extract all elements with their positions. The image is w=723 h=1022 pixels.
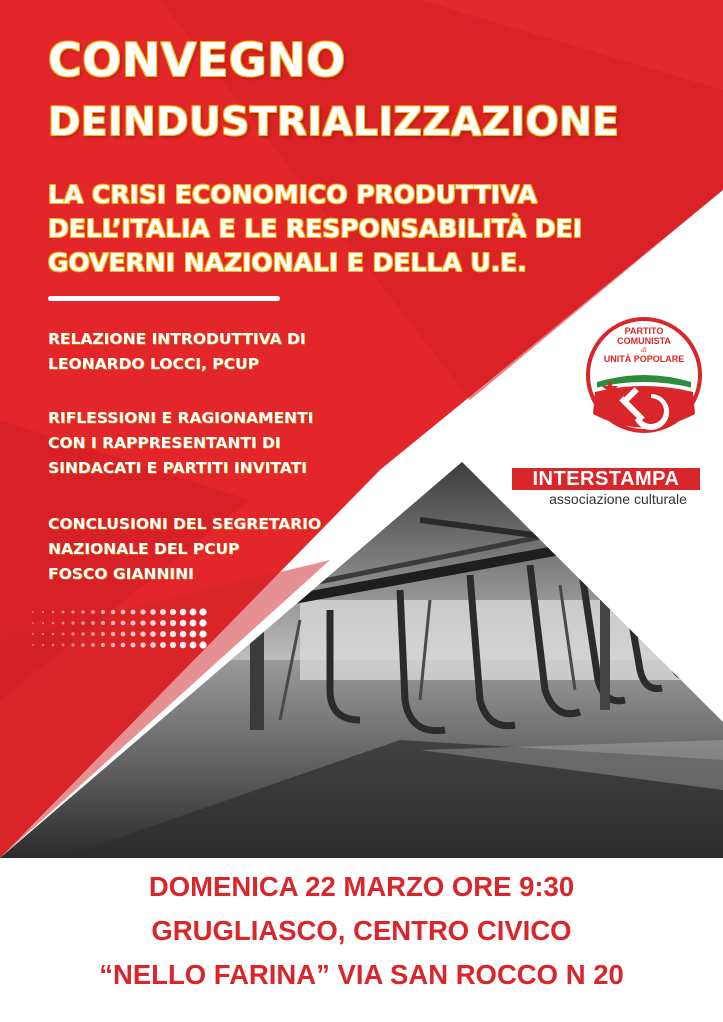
event-place-line: GRUGLIASCO, CENTRO CIVICO: [151, 915, 572, 946]
party-logo-line-2: COMUNISTA: [617, 336, 671, 346]
title-line-1: CONVEGNO: [48, 33, 346, 87]
organizer-tagline: associazione culturale: [549, 491, 687, 507]
dot-pattern: [28, 606, 208, 652]
event-address-line: “NELLO FARINA” VIA SAN ROCCO N 20: [99, 959, 624, 990]
subtitle-line-2: DELL’ITALIA E LE RESPONSABILITÀ DEI: [48, 214, 583, 243]
event-date-line: DOMENICA 22 MARZO ORE 9:30: [148, 871, 575, 902]
program-item-1-line-2: LEONARDO LOCCI, PCUP: [48, 355, 259, 373]
program-item-2-line-2: CON I RAPPRESENTANTI DI: [48, 434, 281, 452]
party-logo-line-4: UNITÀ POPOLARE: [603, 354, 685, 364]
program-item-3-line-3: FOSCO GIANNINI: [48, 565, 194, 583]
party-logo: [585, 316, 703, 434]
subtitle-line-1: LA CRISI ECONOMICO PRODUTTIVA: [48, 180, 538, 209]
program-item-3-line-1: CONCLUSIONI DEL SEGRETARIO: [48, 515, 322, 533]
program-item-1-line-1: RELAZIONE INTRODUTTIVA DI: [48, 330, 306, 348]
organizer-name: INTERSTAMPA: [512, 468, 700, 490]
party-logo-line-3: di: [641, 346, 647, 354]
program-item-3-line-2: NAZIONALE DEL PCUP: [48, 540, 240, 558]
program-item-2-line-3: SINDACATI E PARTITI INVITATI: [48, 459, 307, 477]
divider-line: [48, 296, 280, 301]
party-logo-line-1: PARTITO: [624, 326, 664, 336]
title-line-2: DEINDUSTRIALIZZAZIONE: [48, 100, 620, 145]
subtitle-line-3: GOVERNI NAZIONALI E DELLA U.E.: [48, 248, 527, 277]
program-item-2-line-1: RIFLESSIONI E RAGIONAMENTI: [48, 409, 314, 427]
